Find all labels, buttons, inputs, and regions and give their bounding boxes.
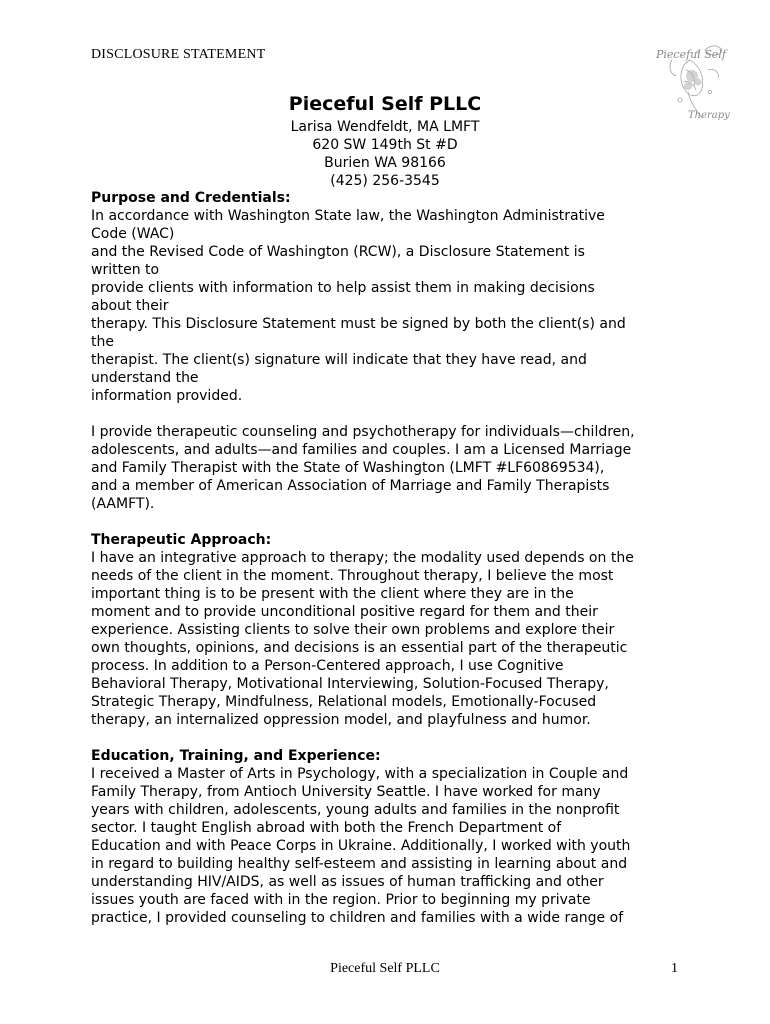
text-line: process. In addition to a Person-Centered approach, I use Cognitive — [91, 658, 564, 674]
text-line: in regard to building healthy self-esteem and assisting in learning about and — [91, 856, 628, 872]
section-approach-text — [91, 549, 691, 729]
text-line: practice, I provided counseling to children and families with a wide range of — [91, 910, 624, 926]
text-line: and a member of American Association of Marriage and Family Therapists — [91, 478, 610, 494]
address-line-1: 620 SW 149th St #D — [312, 137, 458, 153]
text-line: In accordance with Washington State law, the Washington Administrative — [91, 208, 605, 224]
text-line: about their — [91, 298, 169, 314]
section-purpose-text — [91, 207, 691, 405]
text-line: issues youth are faced with in the region. Prior to beginning my private — [91, 892, 591, 908]
therapist-name: Larisa Wendfeldt, MA LMFT — [290, 119, 480, 135]
logo-text-top: Pieceful Self — [656, 48, 726, 61]
text-line: the — [91, 334, 114, 350]
text-line: therapy, an internalized oppression model, and playfulness and humor. — [91, 712, 591, 728]
text-line: therapy. This Disclosure Statement must be signed by both the client(s) and — [91, 316, 626, 332]
text-line: Family Therapy, from Antioch University Seattle. I have worked for many — [91, 784, 601, 800]
document-body — [91, 189, 691, 927]
text-line: I have an integrative approach to therapy; the modality used depends on the — [91, 550, 634, 566]
section-education-text — [91, 765, 691, 927]
text-line: important thing is to be present with the client where they are in the — [91, 586, 574, 602]
practice-contact-block — [0, 118, 770, 190]
text-line: understanding HIV/AIDS, as well as issues of human trafficking and other — [91, 874, 604, 890]
text-line: years with children, adolescents, young adults and families in the nonprofit — [91, 802, 620, 818]
text-line: (AAMFT). — [91, 496, 155, 512]
document-header: DISCLOSURE STATEMENT — [91, 47, 266, 62]
text-line: moment and to provide unconditional positive regard for them and their — [91, 604, 598, 620]
text-line: Education and with Peace Corps in Ukraine. Additionally, I worked with youth — [91, 838, 631, 854]
text-line: information provided. — [91, 388, 243, 404]
phone-number: (425) 256-3545 — [330, 173, 440, 189]
text-line: Strategic Therapy, Mindfulness, Relational models, Emotionally-Focused — [91, 694, 597, 710]
logo-text-bottom: Therapy — [688, 110, 730, 121]
section-purpose-paragraph-2 — [91, 423, 691, 513]
text-line: written to — [91, 262, 160, 278]
text-line: therapist. The client(s) signature will indicate that they have read, and — [91, 352, 587, 368]
text-line: sector. I taught English abroad with both the French Department of — [91, 820, 562, 836]
footer-page-number: 1 — [671, 961, 678, 976]
text-line: needs of the client in the moment. Throughout therapy, I believe the most — [91, 568, 614, 584]
text-line: I provide therapeutic counseling and psychotherapy for individuals—children, — [91, 424, 635, 440]
text-line: and Family Therapist with the State of Washington (LMFT #LF60869534), — [91, 460, 605, 476]
text-line: and the Revised Code of Washington (RCW), a Disclosure Statement is — [91, 244, 585, 260]
section-heading-education: Education, Training, and Experience: — [91, 748, 381, 764]
text-line: Code (WAC) — [91, 226, 175, 242]
text-line: provide clients with information to help assist them in making decisions — [91, 280, 595, 296]
text-line: Behavioral Therapy, Motivational Interviewing, Solution-Focused Therapy, — [91, 676, 609, 692]
section-heading-purpose: Purpose and Credentials: — [91, 190, 291, 206]
text-line: own thoughts, opinions, and decisions is an essential part of the therapeutic — [91, 640, 628, 656]
text-line: adolescents, and adults—and families and couples. I am a Licensed Marriage — [91, 442, 632, 458]
practice-logo — [650, 30, 730, 130]
practice-name: Pieceful Self PLLC — [288, 93, 482, 115]
address-line-2: Burien WA 98166 — [324, 155, 446, 171]
section-heading-approach: Therapeutic Approach: — [91, 532, 272, 548]
text-line: experience. Assisting clients to solve their own problems and explore their — [91, 622, 615, 638]
footer-practice-name: Pieceful Self PLLC — [330, 961, 440, 976]
text-line: understand the — [91, 370, 199, 386]
text-line: I received a Master of Arts in Psychology, with a specialization in Couple and — [91, 766, 629, 782]
